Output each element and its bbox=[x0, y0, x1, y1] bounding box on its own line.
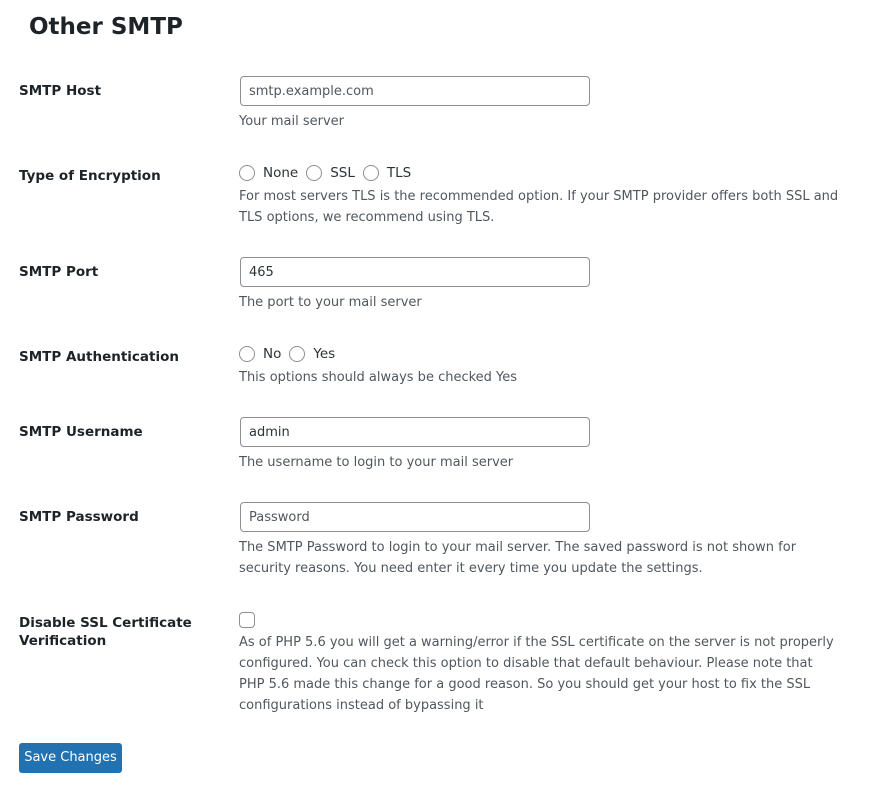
smtp-host-description: Your mail server bbox=[239, 114, 345, 129]
smtp-password-description: The SMTP Password to login to your mail server. The saved password is not shown for security reasons. You need enter it every time you update the settings. bbox=[239, 540, 797, 576]
radio-no-label: No bbox=[263, 346, 282, 362]
encryption-option-tls[interactable] bbox=[363, 165, 411, 181]
radio-none[interactable] bbox=[239, 165, 255, 181]
disable-ssl-checkbox[interactable] bbox=[239, 612, 255, 628]
radio-ssl[interactable] bbox=[306, 165, 322, 181]
radio-ssl-label: SSL bbox=[330, 165, 355, 181]
radio-no[interactable] bbox=[239, 346, 255, 362]
radio-tls-label: TLS bbox=[386, 165, 412, 181]
smtp-username-input[interactable] bbox=[240, 417, 590, 447]
smtp-host-label: SMTP Host bbox=[19, 83, 102, 99]
encryption-option-none[interactable] bbox=[239, 165, 298, 181]
authentication-description: This options should always be checked Yes bbox=[239, 370, 518, 385]
smtp-password-label: SMTP Password bbox=[19, 509, 139, 525]
radio-tls[interactable] bbox=[363, 165, 379, 181]
authentication-label: SMTP Authentication bbox=[19, 349, 180, 365]
save-changes-button[interactable]: Save Changes bbox=[19, 743, 122, 773]
smtp-port-label: SMTP Port bbox=[19, 264, 99, 280]
smtp-port-input[interactable] bbox=[240, 257, 590, 287]
encryption-radio-group bbox=[239, 163, 419, 183]
smtp-username-description: The username to login to your mail server bbox=[239, 455, 514, 470]
radio-yes[interactable] bbox=[289, 346, 305, 362]
radio-yes-label: Yes bbox=[313, 346, 336, 362]
encryption-option-ssl[interactable] bbox=[306, 165, 355, 181]
page-title: Other SMTP bbox=[29, 14, 183, 40]
authentication-option-yes[interactable] bbox=[289, 346, 335, 362]
encryption-description: For most servers TLS is the recommended option. If your SMTP provider offers both SSL and TLS options, we recommend using TLS. bbox=[239, 189, 839, 225]
disable-ssl-label: Disable SSL Certificate Verification bbox=[19, 615, 192, 649]
smtp-port-description: The port to your mail server bbox=[239, 295, 422, 310]
smtp-username-label: SMTP Username bbox=[19, 424, 143, 440]
authentication-option-no[interactable] bbox=[239, 346, 281, 362]
disable-ssl-description: As of PHP 5.6 you will get a warning/error if the SSL certificate on the server is not properly configured. You can check this option to disable that default behaviour. Please note that PHP 5.6 made this change for a good reason. So you should get your host to fix the SSL configurations instead of bypassing it bbox=[239, 635, 834, 713]
smtp-password-input[interactable] bbox=[240, 502, 590, 532]
smtp-host-input[interactable] bbox=[240, 76, 590, 106]
encryption-label: Type of Encryption bbox=[19, 168, 161, 184]
radio-none-label: None bbox=[263, 165, 299, 181]
authentication-radio-group bbox=[239, 344, 343, 364]
